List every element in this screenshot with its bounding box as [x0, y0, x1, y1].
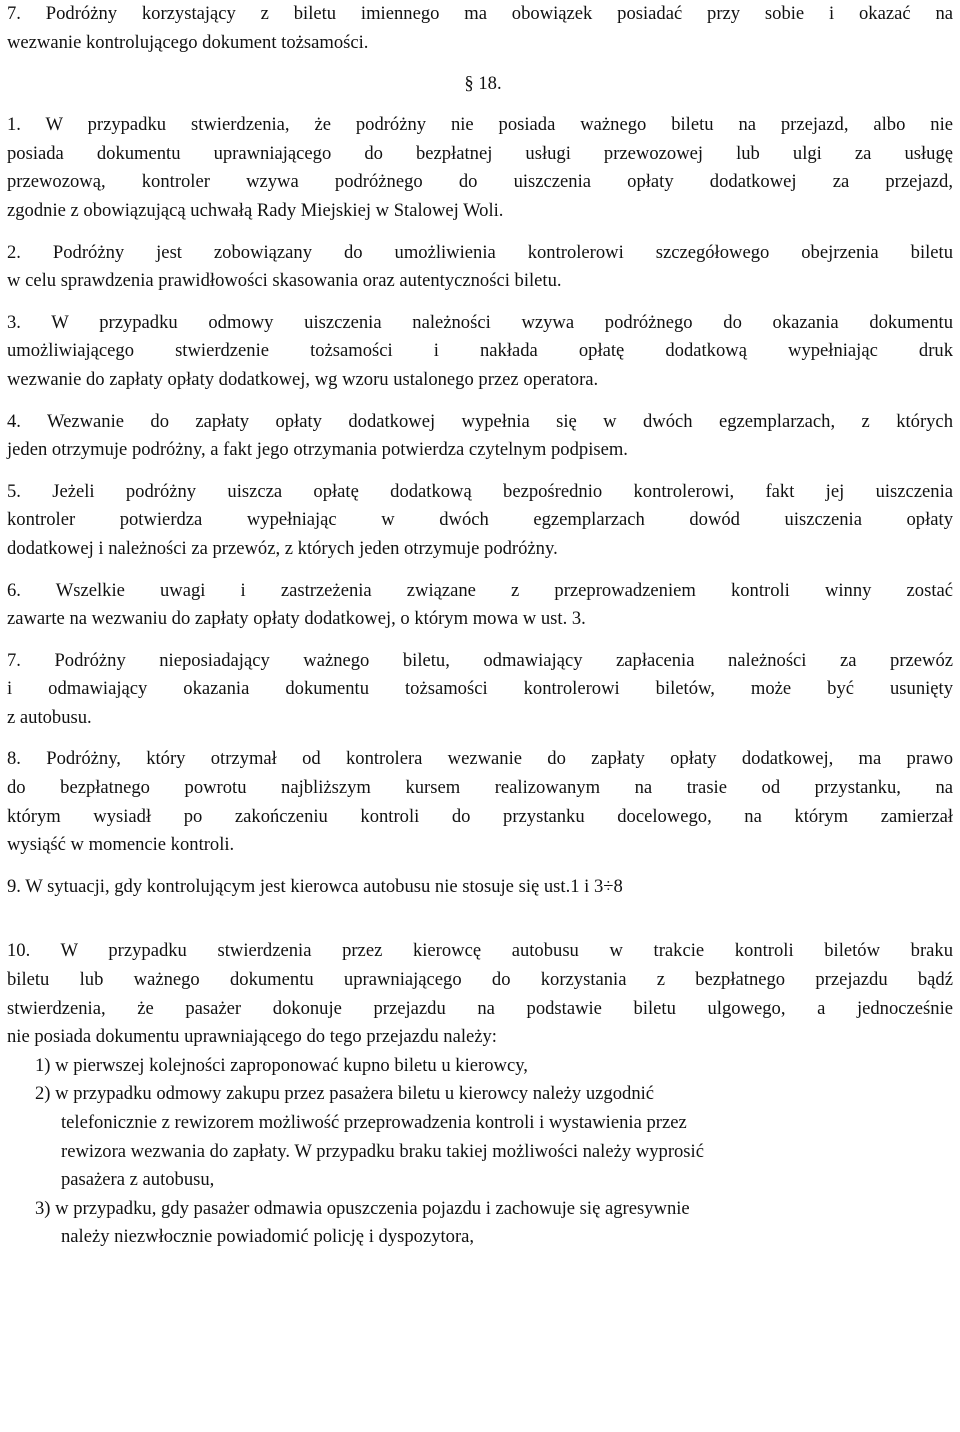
paragraph-line: 7. Podróżny korzystający z biletu imiennego ma obowiązek posiadać przy sobie i okazać na — [7, 3, 953, 24]
spacer — [7, 98, 953, 111]
paragraph-9 — [7, 873, 953, 902]
paragraph-7-top — [7, 0, 953, 57]
list-item-line: pasażera z autobusu, — [61, 1169, 215, 1191]
paragraph-line: 4. Wezwanie do zapłaty opłaty dodatkowej wypełnia się w dwóch egzemplarzach, z których — [7, 410, 953, 432]
paragraph-4 — [7, 408, 953, 465]
spacer — [7, 465, 953, 478]
paragraph-line: stwierdzenia, że pasażer dokonuje przejazdu na podstawie biletu ulgowego, a jednocześnie — [7, 997, 953, 1019]
paragraph-line: wysiąść w momencie kontroli. — [7, 834, 235, 856]
paragraph-line: 10. W przypadku stwierdzenia przez kierowcę autobusu w trakcie kontroli biletów braku — [7, 940, 953, 962]
paragraph-line: jeden otrzymuje podróżny, a fakt jego otrzymania potwierdza czytelnym podpisem. — [7, 439, 628, 461]
paragraph-5 — [7, 478, 953, 564]
paragraph-line: nie posiada dokumentu uprawniającego do tego przejazdu należy: — [7, 1026, 497, 1048]
spacer — [7, 564, 953, 577]
section-header: § 18. — [464, 73, 502, 95]
spacer — [7, 634, 953, 647]
paragraph-line: 5. Jeżeli podróżny uiszcza opłatę dodatkową bezpośrednio kontrolerowi, fakt jej uiszczenia — [7, 480, 953, 502]
paragraph-line: posiada dokumentu uprawniającego do bezpłatnej usługi przewozowej lub ulgi za usługę — [7, 142, 953, 164]
spacer — [7, 901, 953, 937]
paragraph-line: zgodnie z obowiązującą uchwałą Rady Miejskiej w Stalowej Woli. — [7, 199, 504, 221]
paragraph-line: zawarte na wezwaniu do zapłaty opłaty dodatkowej, o którym mowa w ust. 3. — [7, 608, 586, 630]
list-item-line: rewizora wezwania do zapłaty. W przypadku braku takiej możliwości należy wyprosić — [61, 1140, 704, 1162]
spacer — [7, 395, 953, 408]
paragraph-line: wezwanie do zapłaty opłaty dodatkowej, wg wzoru ustalonego przez operatora. — [7, 368, 599, 390]
list-item-1 — [7, 1052, 953, 1081]
paragraph-line: 3. W przypadku odmowy uiszczenia należności wzywa podróżnego do okazania dokumentu — [7, 311, 953, 333]
paragraph-line: którym wysiadł po zakończeniu kontroli do przystanku docelowego, na którym zamierzał — [7, 805, 953, 827]
spacer — [7, 226, 953, 239]
paragraph-line: 1. W przypadku stwierdzenia, że podróżny nie posiada ważnego biletu na przejazd, albo nie — [7, 114, 953, 136]
paragraph-line: 9. W sytuacji, gdy kontrolującym jest kierowca autobusu nie stosuje się ust.1 i 3÷8 — [7, 875, 623, 897]
list-item-2 — [7, 1080, 953, 1194]
paragraph-line: w celu sprawdzenia prawidłowości skasowania oraz autentyczności biletu. — [7, 270, 562, 292]
list-item-line: 2) w przypadku odmowy zakupu przez pasażera biletu u kierowcy należy uzgodnić — [35, 1083, 655, 1105]
paragraph-line: kontroler potwierdza wypełniając w dwóch egzemplarzach dowód uiszczenia opłaty — [7, 509, 953, 531]
spacer — [7, 860, 953, 873]
list-item-line: telefonicznie z rewizorem możliwość przeprowadzenia kontroli i wystawienia przez — [61, 1112, 687, 1133]
paragraph-line: dodatkowej i należności za przewóz, z których jeden otrzymuje podróżny. — [7, 537, 558, 559]
paragraph-line: 6. Wszelkie uwagi i zastrzeżenia związane z przeprowadzeniem kontroli winny zostać — [7, 579, 953, 601]
spacer — [7, 732, 953, 745]
paragraph-line: 2. Podróżny jest zobowiązany do umożliwienia kontrolerowi szczegółowego obejrzenia biletu — [7, 241, 953, 263]
spacer — [7, 296, 953, 309]
paragraph-line: biletu lub ważnego dokumentu uprawniającego do korzystania z bezpłatnego przejazdu bądź — [7, 969, 953, 991]
paragraph-line: przewozową, kontroler wzywa podróżnego do uiszczenia opłaty dodatkowej za przejazd, — [7, 171, 953, 193]
paragraph-line: do bezpłatnego powrotu najbliższym kursem realizowanym na trasie od przystanku, na — [7, 777, 953, 799]
list-item-line: 3) w przypadku, gdy pasażer odmawia opuszczenia pojazdu i zachowuje się agresywnie — [35, 1197, 690, 1219]
paragraph-10 — [7, 937, 953, 1051]
paragraph-line: 8. Podróżny, który otrzymał od kontrolera wezwanie do zapłaty opłaty dodatkowej, ma prawo — [7, 748, 953, 770]
list-item-line: należy niezwłocznie powiadomić policję i dyspozytora, — [61, 1226, 475, 1248]
paragraph-3 — [7, 309, 953, 395]
paragraph-line: wezwanie kontrolującego dokument tożsamości. — [7, 31, 369, 53]
list-item-3 — [7, 1195, 953, 1252]
paragraph-line: i odmawiający okazania dokumentu tożsamości kontrolerowi biletów, może być usunięty — [7, 678, 953, 700]
spacer — [7, 57, 953, 70]
paragraph-2 — [7, 239, 953, 296]
paragraph-8 — [7, 745, 953, 859]
paragraph-6 — [7, 577, 953, 634]
list-item-line: 1) w pierwszej kolejności zaproponować kupno biletu u kierowcy, — [35, 1054, 528, 1076]
paragraph-line: 7. Podróżny nieposiadający ważnego biletu, odmawiający zapłacenia należności za przewóz — [7, 649, 953, 671]
paragraph-line: umożliwiającego stwierdzenie tożsamości i nakłada opłatę dodatkową wypełniając druk — [7, 340, 953, 362]
paragraph-7 — [7, 647, 953, 733]
paragraph-line: z autobusu. — [7, 706, 92, 728]
paragraph-1 — [7, 111, 953, 225]
